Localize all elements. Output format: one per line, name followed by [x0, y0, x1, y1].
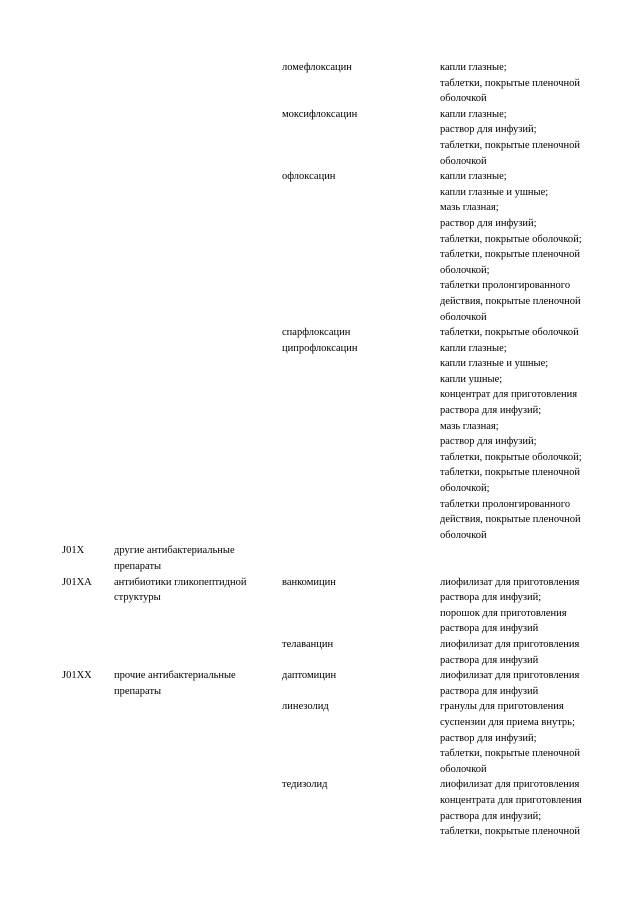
table-row	[0, 169, 640, 325]
dosage-form-line: оболочкой;	[440, 483, 490, 495]
dosage-form-line: раствора для инфузий;	[440, 810, 542, 822]
dosage-forms	[440, 107, 610, 169]
drug-name: ципрофлоксацин	[282, 342, 358, 354]
dosage-form-line: таблетки пролонгированного	[440, 280, 571, 292]
table-body	[0, 60, 640, 840]
dosage-form-line: капли ушные;	[440, 373, 503, 385]
dosage-form-line: таблетки, покрытые пленочной	[440, 748, 581, 760]
dosage-form-line: капли глазные;	[440, 342, 507, 354]
dosage-forms	[440, 60, 610, 107]
atc-code: J01XX	[62, 670, 92, 682]
dosage-form-line: порошок для приготовления	[440, 607, 567, 619]
table-row	[0, 543, 640, 574]
dosage-form-line: таблетки, покрытые пленочной	[440, 249, 581, 261]
dosage-form-line: действия, покрытые пленочной	[440, 295, 581, 307]
table-row	[0, 107, 640, 169]
dosage-form-line: раствор для инфузий;	[440, 124, 537, 136]
group-name	[114, 575, 282, 606]
table-row	[0, 699, 640, 777]
dosage-forms	[440, 575, 610, 637]
dosage-forms	[440, 668, 610, 699]
group-name-line: антибиотики гликопептидной	[114, 576, 247, 588]
group-name-line: структуры	[114, 592, 161, 604]
dosage-form-line: капли глазные и ушные;	[440, 358, 549, 370]
dosage-form-line: суспензии для приема внутрь;	[440, 716, 575, 728]
dosage-form-line: раствор для инфузий;	[440, 732, 537, 744]
dosage-form-line: раствора для инфузий	[440, 623, 539, 635]
dosage-forms	[440, 637, 610, 668]
dosage-form-line: лиофилизат для приготовления	[440, 638, 580, 650]
dosage-form-line: гранулы для приготовления	[440, 701, 564, 713]
drug-table	[0, 60, 640, 840]
table-row	[0, 60, 640, 107]
dosage-form-line: таблетки, покрытые оболочкой;	[440, 451, 582, 463]
table-row	[0, 777, 640, 839]
drug-name: офлоксацин	[282, 171, 336, 183]
dosage-forms	[440, 777, 610, 839]
dosage-form-line: раствора для инфузий	[440, 685, 539, 697]
table-row	[0, 341, 640, 544]
table-row	[0, 325, 640, 341]
atc-code: J01X	[62, 545, 85, 557]
dosage-form-line: таблетки, покрытые оболочкой;	[440, 233, 582, 245]
dosage-form-line: раствор для инфузий;	[440, 436, 537, 448]
dosage-form-line: действия, покрытые пленочной	[440, 514, 581, 526]
dosage-form-line: мазь глазная;	[440, 420, 499, 432]
table-row	[0, 575, 640, 637]
dosage-form-line: оболочкой	[440, 155, 487, 167]
drug-name: тедизолид	[282, 779, 328, 791]
dosage-forms	[440, 699, 610, 777]
dosage-form-line: таблетки, покрытые пленочной	[440, 467, 581, 479]
dosage-forms	[440, 169, 610, 325]
group-name	[114, 668, 282, 699]
dosage-form-line: капли глазные и ушные;	[440, 186, 549, 198]
group-name-line: препараты	[114, 685, 162, 697]
dosage-form-line: концентрата для приготовления	[440, 794, 582, 806]
dosage-form-line: концентрат для приготовления	[440, 389, 578, 401]
dosage-form-line: лиофилизат для приготовления	[440, 576, 580, 588]
dosage-forms	[440, 341, 610, 544]
dosage-form-line: капли глазные;	[440, 171, 507, 183]
group-name-line: препараты	[114, 561, 162, 572]
drug-name: спарфлоксацин	[282, 327, 351, 339]
dosage-form-line: раствор для инфузий;	[440, 217, 537, 229]
dosage-form-line: таблетки, покрытые пленочной	[440, 77, 581, 89]
table-row	[0, 637, 640, 668]
dosage-form-line: раствора для инфузий	[440, 654, 539, 666]
group-name-line: другие антибактериальные	[114, 545, 235, 557]
dosage-form-line: таблетки, покрытые пленочной	[440, 139, 581, 151]
drug-name: ванкомицин	[282, 576, 336, 588]
dosage-form-line: капли глазные;	[440, 62, 507, 73]
table-row	[0, 668, 640, 699]
dosage-form-line: оболочкой	[440, 311, 487, 323]
group-name-line: прочие антибактериальные	[114, 670, 236, 682]
dosage-forms	[440, 325, 610, 341]
dosage-form-line: раствора для инфузий;	[440, 405, 542, 417]
atc-code: J01XA	[62, 576, 92, 588]
dosage-form-line: таблетки, покрытые пленочной	[440, 826, 581, 838]
dosage-form-line: оболочкой	[440, 763, 487, 775]
dosage-form-line: лиофилизат для приготовления	[440, 670, 580, 682]
group-name	[114, 543, 282, 574]
dosage-form-line: мазь глазная;	[440, 202, 499, 214]
dosage-form-line: таблетки, покрытые оболочкой	[440, 327, 579, 339]
drug-name: телаванцин	[282, 638, 334, 650]
dosage-form-line: таблетки пролонгированного	[440, 498, 571, 510]
dosage-form-line: оболочкой	[440, 529, 487, 541]
dosage-form-line: оболочкой	[440, 93, 487, 105]
drug-name: ломефлоксацин	[282, 62, 352, 73]
dosage-form-line: капли глазные;	[440, 108, 507, 120]
drug-name: моксифлоксацин	[282, 108, 358, 120]
drug-name: линезолид	[282, 701, 329, 713]
dosage-form-line: оболочкой;	[440, 264, 490, 276]
drug-name: даптомицин	[282, 670, 337, 682]
dosage-form-line: раствора для инфузий;	[440, 592, 542, 604]
dosage-form-line: лиофилизат для приготовления	[440, 779, 580, 791]
